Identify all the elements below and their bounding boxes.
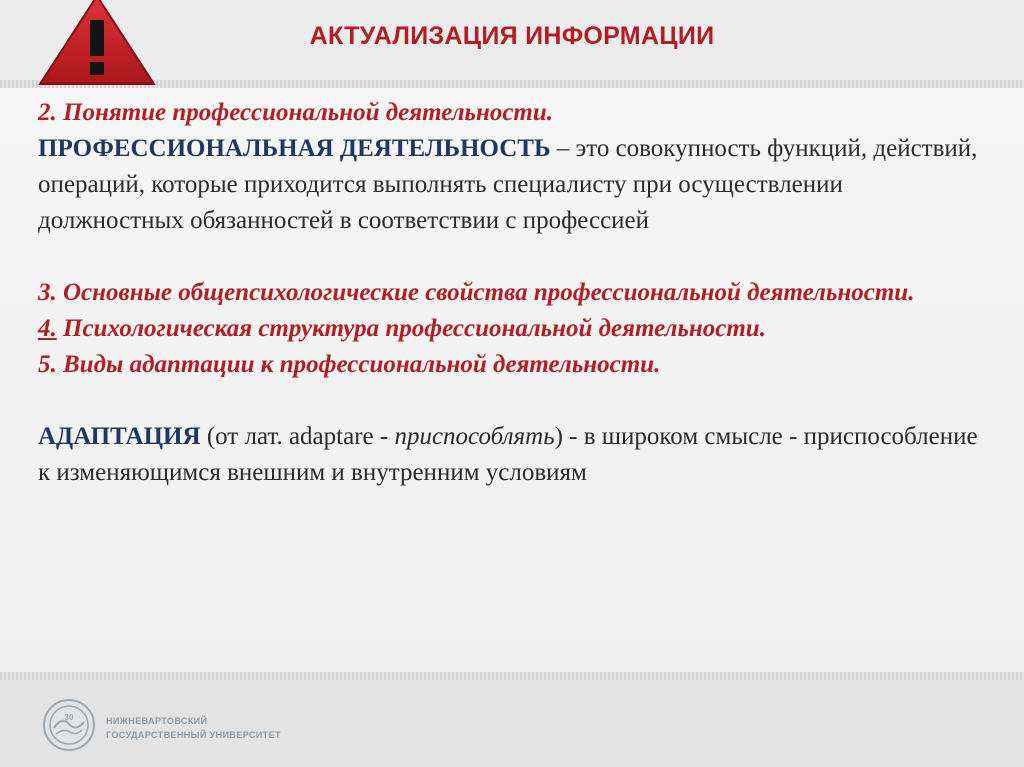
- spacer: [38, 383, 988, 419]
- item-5: 5. Виды адаптации к профессиональной деятельности.: [38, 351, 661, 378]
- spacer: [38, 239, 988, 275]
- definition-adaptation: [38, 419, 988, 491]
- slide-title: АКТУАЛИЗАЦИЯ ИНФОРМАЦИИ: [309, 22, 715, 50]
- university-name: [106, 714, 281, 742]
- item-2-heading: 2. Понятие профессиональной деятельности.: [38, 99, 554, 126]
- definition-professional-activity-text: – это совокупность функций, действий, операций, которые приходится выполнять специалисту при осуществлении должностных обязанностей в соответствии с профессией: [38, 135, 978, 234]
- definition-professional-activity: [38, 131, 988, 239]
- university-name-line1: НИЖНЕВАРТОВСКИЙ: [106, 716, 208, 726]
- definition-adaptation-part1: (от лат. adaptare -: [200, 423, 395, 450]
- university-name-line2: ГОСУДАРСТВЕННЫЙ УНИВЕРСИТЕТ: [106, 730, 281, 740]
- slide-body: [38, 95, 988, 491]
- definition-adaptation-italic: приспособлять: [394, 423, 555, 450]
- footer-divider: [0, 672, 1024, 680]
- item-4: [38, 311, 988, 347]
- term-professional-activity: ПРОФЕССИОНАЛЬНАЯ ДЕЯТЕЛЬНОСТЬ: [38, 135, 551, 162]
- definition-adaptation-part2: ) - в широком смысле - приспособление к изменяющимся внешним и внутренним условиям: [38, 423, 978, 486]
- term-adaptation: АДАПТАЦИЯ: [38, 423, 201, 450]
- item-3: 3. Основные общепсихологические свойства профессиональной деятельности.: [38, 279, 915, 306]
- svg-text:30: 30: [64, 713, 74, 722]
- item-4-text: Психологическая структура профессиональной деятельности.: [56, 315, 766, 342]
- item-4-number: 4.: [38, 315, 57, 342]
- university-logo-icon: [42, 698, 96, 752]
